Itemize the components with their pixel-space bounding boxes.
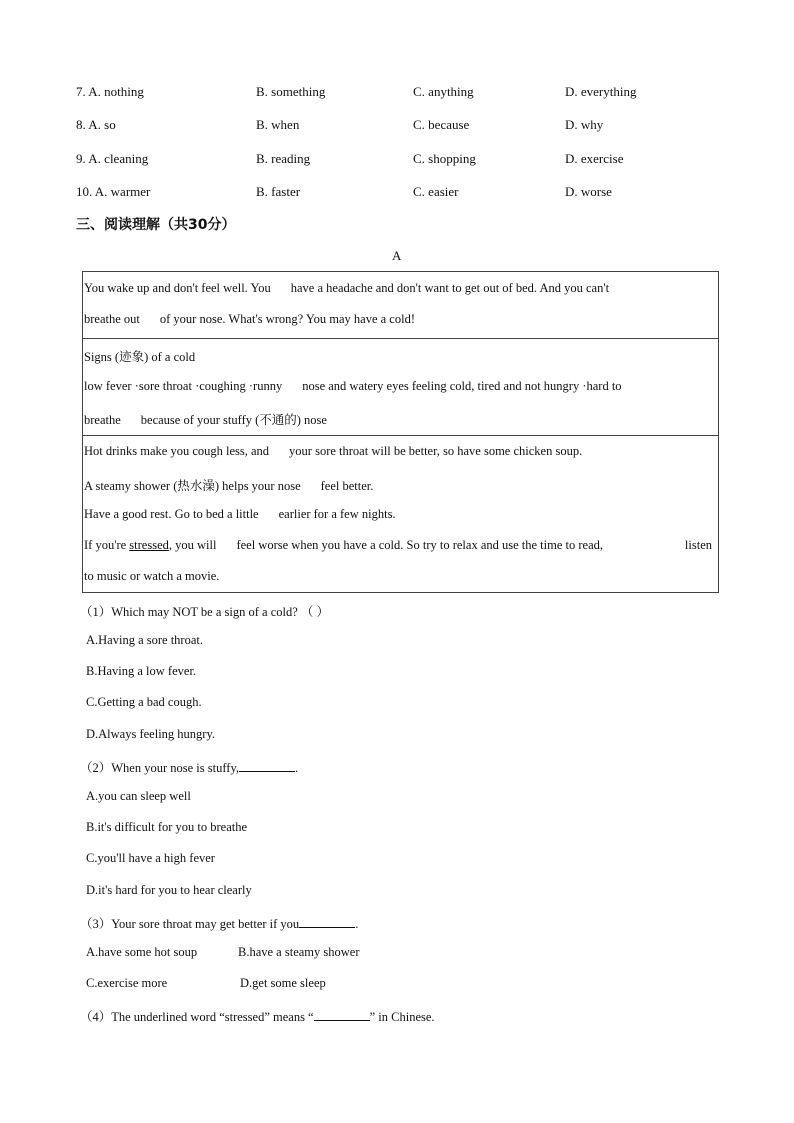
passage-box	[82, 271, 719, 593]
question-2: （2）When your nose is stuffy, .	[80, 761, 299, 775]
passage-label: A	[392, 248, 402, 263]
answer-blank	[239, 760, 295, 772]
question-1-option-c: C.Getting a bad cough.	[86, 695, 202, 709]
section-title: 三、阅读理解（共30分）	[76, 217, 236, 233]
answer-blank	[299, 916, 355, 928]
underlined-word-stressed: stressed	[129, 538, 169, 552]
passage-line: breathe out of your nose. What's wrong? You may have a cold!	[84, 312, 415, 326]
passage-line: to music or watch a movie.	[84, 569, 220, 583]
question-3: （3）Your sore throat may get better if you .	[80, 917, 359, 931]
option-7a: 7. A. nothing	[76, 84, 144, 99]
passage-line: A steamy shower (热水澡) helps your nose feel better.	[84, 479, 374, 493]
option-9b: B. reading	[256, 151, 311, 166]
question-3-option-c: C.exercise more	[86, 976, 168, 990]
option-10c: C. easier	[413, 184, 459, 199]
option-9d: D. exercise	[565, 151, 624, 166]
option-row-9	[0, 151, 794, 171]
option-10d: D. worse	[565, 184, 612, 199]
option-9a: 9. A. cleaning	[76, 151, 149, 166]
question-2-option-a: A.you can sleep well	[86, 789, 191, 803]
option-row-7	[0, 84, 794, 104]
option-8a: 8. A. so	[76, 117, 116, 132]
passage-line: low fever ·sore throat ·coughing ·runny nose and watery eyes feeling cold, tired and not hungry ·hard to	[84, 379, 622, 393]
question-3-option-a: A.have some hot soup	[86, 945, 198, 959]
passage-line: Have a good rest. Go to bed a little earlier for a few nights.	[84, 507, 396, 521]
option-9c: C. shopping	[413, 151, 476, 166]
passage-cell-tips	[83, 435, 718, 592]
option-8d: D. why	[565, 117, 604, 132]
question-1-option-d: D.Always feeling hungry.	[86, 727, 216, 741]
option-row-8	[0, 117, 794, 137]
option-10b: B. faster	[256, 184, 301, 199]
option-8b: B. when	[256, 117, 300, 132]
question-2-option-c: C.you'll have a high fever	[86, 851, 215, 865]
option-7c: C. anything	[413, 84, 474, 99]
question-1: （1）Which may NOT be a sign of a cold? （ ）	[80, 605, 330, 619]
question-2-option-b: B.it's difficult for you to breathe	[86, 820, 248, 834]
passage-line: Hot drinks make you cough less, and your sore throat will be better, so have some chicken soup.	[84, 444, 583, 458]
passage-line: If you're stressed, you will feel worse when you have a cold. So try to relax and use the time to read, listen	[84, 538, 712, 552]
option-7b: B. something	[256, 84, 326, 99]
passage-cell-intro	[83, 272, 718, 338]
passage-line: Signs (迹象) of a cold	[84, 350, 196, 364]
question-3-option-b: B.have a steamy shower	[238, 945, 360, 959]
option-7d: D. everything	[565, 84, 637, 99]
question-2-option-d: D.it's hard for you to hear clearly	[86, 883, 252, 897]
question-3-option-d: D.get some sleep	[240, 976, 326, 990]
option-8c: C. because	[413, 117, 470, 132]
option-10a: 10. A. warmer	[76, 184, 151, 199]
passage-line: You wake up and don't feel well. You have a headache and don't want to get out of bed. And you can't	[84, 281, 610, 295]
question-1-option-b: B.Having a low fever.	[86, 664, 197, 678]
option-row-10	[0, 184, 794, 204]
answer-blank	[314, 1009, 370, 1021]
question-4: （4）The underlined word “stressed” means “ ” in Chinese.	[80, 1010, 435, 1024]
passage-cell-signs	[83, 338, 718, 435]
question-1-option-a: A.Having a sore throat.	[86, 633, 203, 647]
passage-line: breathe because of your stuffy (不通的) nose	[84, 413, 327, 427]
